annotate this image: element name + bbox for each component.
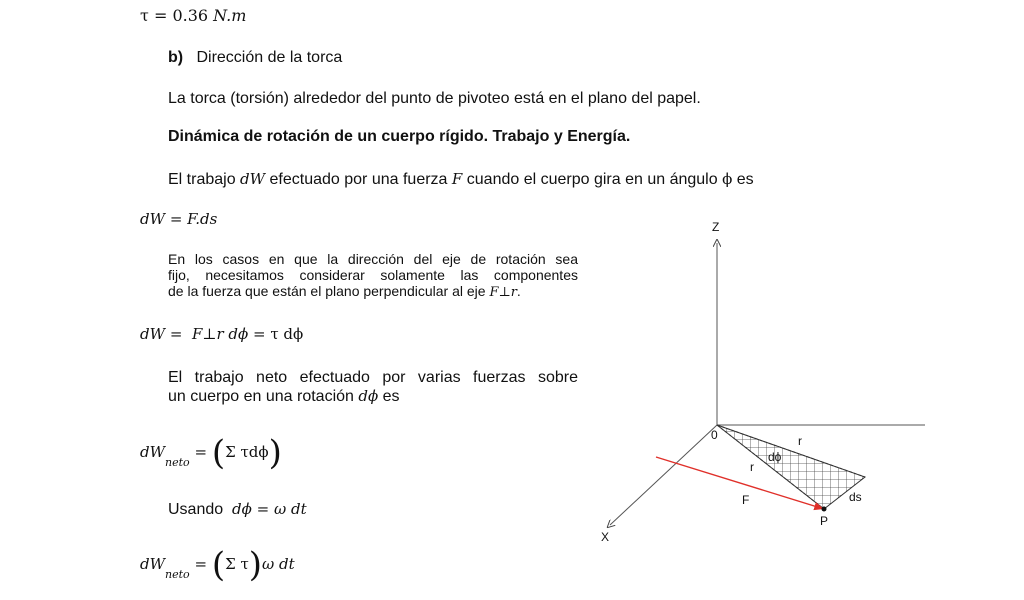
tau-symbol: τ xyxy=(140,6,149,25)
origin-label: 0 xyxy=(711,428,718,442)
torque-unit: N.m xyxy=(213,6,247,25)
net-work-paragraph: El trabajo neto efectuado por varias fuerzas sobre un cuerpo en una rotación dϕ es xyxy=(168,369,578,405)
rotation-diagram xyxy=(590,215,930,545)
point-p-label: P xyxy=(820,514,829,528)
radius-label-mid: r xyxy=(750,460,754,474)
force-label: F xyxy=(742,493,750,507)
point-p xyxy=(822,507,827,512)
section-marker: b) xyxy=(168,49,184,66)
z-axis-label: Z xyxy=(712,220,720,234)
page-heading: Dinámica de rotación de un cuerpo rígido. Trabajo y Energía. xyxy=(168,128,631,145)
section-b-heading xyxy=(168,49,342,67)
fixed-axis-paragraph: En los casos en que la dirección del eje de rotación sea fijo, necesitamos considerar solamente las componentes de la fuerza que están el plano perpendicular al eje F⊥r. xyxy=(168,251,578,300)
using-paragraph: Usando dϕ = ω dt xyxy=(168,500,307,518)
equation-dw-torque: dW = F⊥r dϕ = τ dϕ xyxy=(140,325,304,343)
x-axis xyxy=(610,425,717,525)
ds-label: ds xyxy=(849,490,862,504)
dphi-label: dϕ xyxy=(768,450,782,464)
torque-number: 0.36 xyxy=(172,6,209,25)
radius-label-top: r xyxy=(798,434,802,448)
equation-net-work: $dW_{neto} = (\Sigma$ τdϕ) xyxy=(140,433,282,473)
equation-dw-fds: dW = F.ds xyxy=(140,210,218,228)
equals-sign: = xyxy=(153,6,168,25)
swept-area xyxy=(717,425,865,509)
x-axis-label: X xyxy=(601,530,610,544)
section-title: Dirección de la torca xyxy=(196,49,343,66)
torque-plane-paragraph: La torca (torsión) alrededor del punto de pivoteo está en el plano del papel. xyxy=(168,90,701,107)
torque-result xyxy=(140,6,246,25)
equation-net-work-omega: $dW_{neto} = (\Sigma$ τ)ω dt xyxy=(140,545,295,585)
work-intro-paragraph: El trabajo dW efectuado por una fuerza F cuando el cuerpo gira en un ángulo ϕ es xyxy=(168,170,754,188)
